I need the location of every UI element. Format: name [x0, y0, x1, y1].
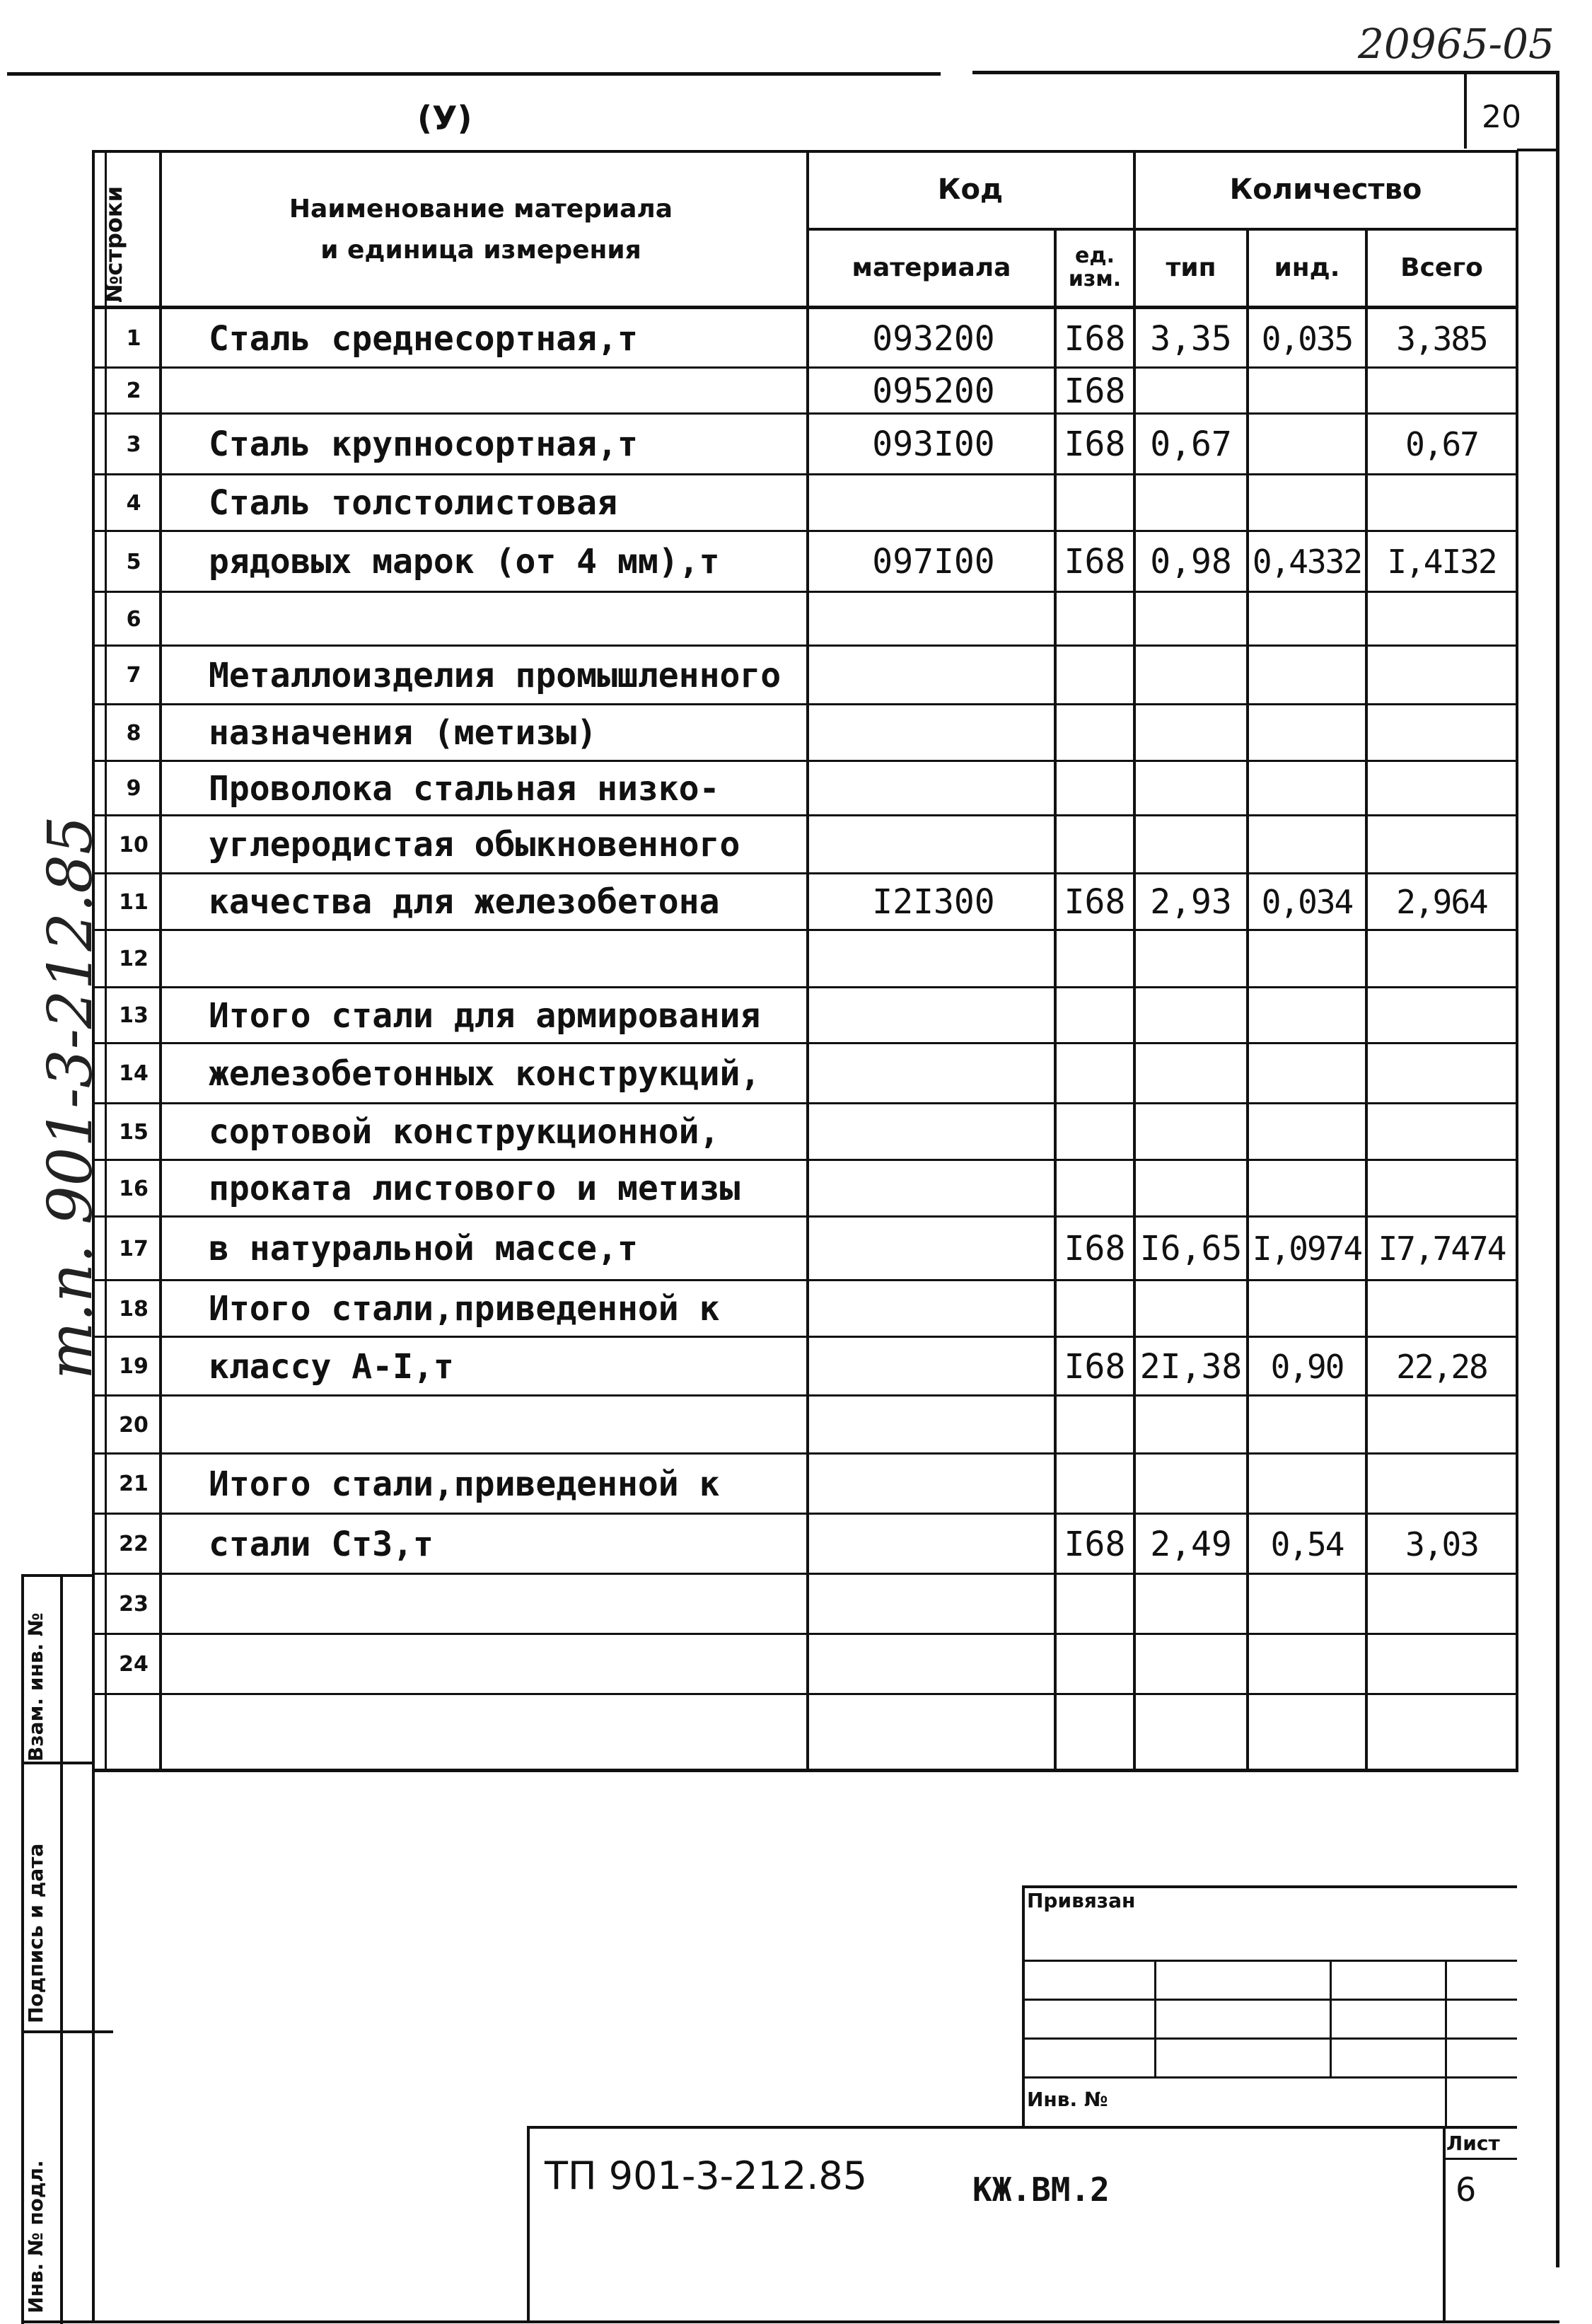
row-unit-cell — [1057, 1104, 1133, 1160]
row-total-cell — [1368, 368, 1516, 414]
row-name-cell: Металлоизделия промышленного — [209, 655, 782, 695]
row-type-cell — [1136, 1280, 1246, 1337]
row-code-cell — [813, 1217, 1054, 1280]
row-code-cell — [813, 1104, 1054, 1160]
row-type-cell — [1136, 816, 1246, 874]
row-n-cell: 20 — [119, 1412, 149, 1438]
row-total-cell — [1368, 1104, 1516, 1160]
row-code-cell — [813, 475, 1054, 531]
row-n-cell: 10 — [119, 832, 149, 857]
row-ind-cell — [1249, 414, 1365, 475]
row-n-cell: 1 — [126, 326, 141, 351]
row-n-cell: 17 — [119, 1236, 149, 1261]
row-name-cell: рядовых марок (от 4 мм),т — [209, 542, 720, 582]
header-qty-ind: инд. — [1274, 253, 1340, 282]
row-unit-cell — [1057, 930, 1133, 988]
row-type-cell — [1136, 646, 1246, 705]
row-n-cell: 5 — [126, 549, 141, 574]
row-ind-cell — [1249, 930, 1365, 988]
row-unit-cell — [1057, 1280, 1133, 1337]
row-name-cell: назначения (метизы) — [209, 713, 598, 753]
row-total-cell: 22,28 — [1396, 1347, 1487, 1386]
row-unit-cell — [1057, 761, 1133, 816]
row-code-cell: 095200 — [872, 371, 995, 411]
row-unit-cell: I68 — [1064, 882, 1126, 922]
row-code-cell — [813, 592, 1054, 646]
row-name-cell: в натуральной массе,т — [209, 1229, 638, 1268]
row-code-cell — [813, 988, 1054, 1044]
row-code-cell: 097I00 — [872, 542, 995, 582]
row-total-cell: 0,67 — [1405, 425, 1478, 463]
header-mark: (У) — [417, 99, 472, 137]
row-total-cell — [1368, 1574, 1516, 1634]
row-name-cell: качества для железобетона — [209, 882, 720, 922]
row-n-cell: 16 — [119, 1176, 149, 1201]
row-name-cell: Итого стали,приведенной к — [209, 1464, 720, 1504]
row-ind-cell — [1249, 1396, 1365, 1454]
row-ind-cell: 0,54 — [1270, 1525, 1344, 1563]
row-type-cell — [1136, 705, 1246, 761]
row-total-cell: I,4I32 — [1387, 543, 1497, 581]
row-n-cell: 13 — [119, 1003, 149, 1028]
row-name-cell — [209, 592, 803, 646]
row-type-cell: 2I,38 — [1139, 1346, 1243, 1387]
row-n-cell: 2 — [126, 378, 141, 403]
frame-right-cap — [1517, 149, 1559, 151]
row-type-cell — [1136, 988, 1246, 1044]
sheet-number: 6 — [1456, 2170, 1477, 2209]
row-unit-cell: I68 — [1064, 1346, 1126, 1387]
row-n-cell: 22 — [119, 1532, 149, 1556]
row-ind-cell: 0,4332 — [1252, 543, 1362, 581]
row-type-cell — [1136, 1396, 1246, 1454]
header-code: Код — [937, 173, 1004, 206]
row-n-cell: 19 — [119, 1354, 149, 1379]
row-name-cell: углеродистая обыкновенного — [209, 825, 740, 865]
row-unit-cell — [1057, 1160, 1133, 1217]
row-total-cell — [1368, 988, 1516, 1044]
header-quantity: Количество — [1229, 173, 1422, 206]
row-total-cell — [1368, 646, 1516, 705]
row-n-cell: 15 — [119, 1119, 149, 1145]
row-name-cell: проката листового и метизы — [209, 1169, 740, 1208]
row-total-cell — [1368, 1396, 1516, 1454]
row-n-cell: 7 — [126, 663, 141, 688]
row-total-cell — [1368, 705, 1516, 761]
row-ind-cell: 0,035 — [1261, 319, 1353, 358]
row-type-cell — [1136, 761, 1246, 816]
row-code-cell — [813, 1454, 1054, 1514]
row-code-cell — [813, 1396, 1054, 1454]
row-total-cell — [1368, 761, 1516, 816]
row-type-cell: 0,67 — [1150, 424, 1232, 464]
row-unit-cell — [1057, 1044, 1133, 1104]
row-code-cell — [813, 761, 1054, 816]
row-name-cell: Сталь крупносортная,т — [209, 424, 638, 464]
row-n-cell: 11 — [119, 889, 149, 915]
row-ind-cell — [1249, 1044, 1365, 1104]
row-n-cell: 9 — [126, 776, 141, 801]
row-code-cell: I2I300 — [872, 882, 995, 922]
doc-mark: КЖ.ВМ.2 — [972, 2170, 1110, 2209]
row-name-cell — [209, 368, 803, 414]
row-total-cell: I7,7474 — [1378, 1230, 1506, 1268]
row-total-cell: 2,964 — [1396, 883, 1487, 921]
row-total-cell — [1368, 1280, 1516, 1337]
header-code-unit: ед. изм. — [1068, 243, 1122, 291]
row-code-cell — [813, 705, 1054, 761]
row-code-cell — [813, 930, 1054, 988]
row-ind-cell — [1249, 1104, 1365, 1160]
side-stamp-mid — [60, 1574, 63, 2324]
row-code-cell — [813, 1634, 1054, 1694]
doc-code: ТП 901-3-212.85 — [545, 2153, 868, 2198]
row-total-cell — [1368, 1160, 1516, 1217]
row-ind-cell — [1249, 1280, 1365, 1337]
row-name-cell — [209, 1634, 803, 1694]
row-unit-cell: I68 — [1064, 1229, 1126, 1268]
row-type-cell — [1136, 1160, 1246, 1217]
row-type-cell — [1136, 1044, 1246, 1104]
row-code-cell — [813, 1160, 1054, 1217]
stamp-inv-podl: Инв. № подл. — [24, 2160, 47, 2313]
row-total-cell — [1368, 1044, 1516, 1104]
inv-no-label: Инв. № — [1027, 2088, 1108, 2111]
row-unit-cell — [1057, 592, 1133, 646]
row-total-cell — [1368, 816, 1516, 874]
row-n-cell: 14 — [119, 1061, 149, 1086]
header-qty-total: Всего — [1400, 253, 1483, 282]
header-name: Наименование материала и единица измерения — [289, 195, 673, 265]
row-ind-cell — [1249, 988, 1365, 1044]
top-rule-right — [972, 71, 1559, 74]
row-n-cell: 8 — [126, 720, 141, 746]
row-type-cell — [1136, 475, 1246, 531]
row-code-cell: 093200 — [872, 318, 995, 359]
stamp-sign-date: Подпись и дата — [24, 1843, 47, 2023]
row-unit-cell — [1057, 475, 1133, 531]
row-type-cell — [1136, 1104, 1246, 1160]
sheet-top-number: 20 — [1482, 99, 1521, 135]
row-n-cell: 21 — [119, 1472, 149, 1496]
top-rule-left — [7, 72, 941, 76]
row-ind-cell — [1249, 761, 1365, 816]
row-ind-cell — [1249, 816, 1365, 874]
row-ind-cell — [1249, 368, 1365, 414]
privyazan-label: Привязан — [1027, 1889, 1136, 1912]
row-code-cell — [813, 1280, 1054, 1337]
row-unit-cell — [1057, 646, 1133, 705]
row-type-cell: 3,35 — [1150, 318, 1232, 359]
row-unit-cell: I68 — [1064, 542, 1126, 582]
sheet-box-left — [1464, 74, 1467, 149]
row-ind-cell: I,0974 — [1252, 1230, 1362, 1268]
row-name-cell: сортовой конструкционной, — [209, 1112, 720, 1152]
row-ind-cell — [1249, 1634, 1365, 1694]
row-name-cell — [209, 930, 803, 988]
row-ind-cell — [1249, 475, 1365, 531]
row-code-cell — [813, 1337, 1054, 1396]
row-n-cell: 23 — [119, 1592, 149, 1617]
row-code-cell — [813, 816, 1054, 874]
row-unit-cell — [1057, 1396, 1133, 1454]
row-n-cell: 12 — [119, 947, 149, 971]
row-ind-cell — [1249, 1160, 1365, 1217]
row-name-cell: Сталь среднесортная,т — [209, 318, 638, 359]
row-total-cell — [1368, 475, 1516, 531]
row-total-cell — [1368, 1634, 1516, 1694]
row-unit-cell: I68 — [1064, 424, 1126, 464]
archive-number: 20965-05 — [1358, 20, 1555, 68]
header-qty-type: тип — [1166, 253, 1216, 282]
row-type-cell: 2,93 — [1150, 882, 1232, 922]
row-type-cell — [1136, 1634, 1246, 1694]
row-type-cell — [1136, 368, 1246, 414]
row-n-cell: 3 — [126, 432, 141, 457]
row-n-cell: 6 — [126, 606, 141, 632]
row-type-cell — [1136, 1454, 1246, 1514]
row-total-cell: 3,03 — [1405, 1525, 1478, 1563]
row-name-cell — [209, 1396, 803, 1454]
row-name-cell: Сталь толстолистовая — [209, 483, 617, 523]
row-code-cell — [813, 646, 1054, 705]
row-unit-cell — [1057, 705, 1133, 761]
row-ind-cell: 0,034 — [1261, 883, 1353, 921]
row-type-cell: I6,65 — [1139, 1229, 1243, 1268]
row-type-cell: 2,49 — [1150, 1524, 1232, 1564]
row-type-cell — [1136, 930, 1246, 988]
row-unit-cell: I68 — [1064, 318, 1126, 359]
row-n-cell: 4 — [126, 490, 141, 516]
row-ind-cell — [1249, 1454, 1365, 1514]
stamp-inv-vzam: Взам. инв. № — [24, 1612, 47, 1762]
row-total-cell: 3,385 — [1396, 319, 1487, 358]
row-type-cell: 0,98 — [1150, 542, 1232, 582]
row-name-cell: Итого стали для армирования — [209, 995, 761, 1036]
sheet-label: Лист — [1446, 2131, 1500, 2155]
row-type-cell — [1136, 592, 1246, 646]
row-unit-cell — [1057, 988, 1133, 1044]
row-ind-cell: 0,90 — [1270, 1347, 1344, 1386]
frame-right — [1556, 74, 1559, 2267]
row-name-cell: стали Ст3,т — [209, 1524, 434, 1564]
row-total-cell — [1368, 1454, 1516, 1514]
row-ind-cell — [1249, 705, 1365, 761]
row-total-cell — [1368, 930, 1516, 988]
row-unit-cell: I68 — [1064, 1524, 1126, 1564]
row-unit-cell — [1057, 1454, 1133, 1514]
header-row-no: №строки — [100, 185, 127, 303]
row-unit-cell: I68 — [1064, 371, 1126, 411]
row-unit-cell — [1057, 816, 1133, 874]
header-code-material: материала — [852, 253, 1011, 282]
row-ind-cell — [1249, 646, 1365, 705]
row-n-cell: 18 — [119, 1296, 149, 1322]
row-name-cell: классу А-I,т — [209, 1346, 454, 1387]
row-name-cell: железобетонных конструкций, — [209, 1053, 761, 1094]
row-code-cell — [813, 1044, 1054, 1104]
row-name-cell — [209, 1574, 803, 1634]
side-handwritten-code: т.п. 901-3-212.85 — [35, 816, 106, 1380]
row-code-cell — [813, 1574, 1054, 1634]
row-code-cell: 093I00 — [872, 424, 995, 464]
row-unit-cell — [1057, 1574, 1133, 1634]
row-n-cell: 24 — [119, 1652, 149, 1677]
row-total-cell — [1368, 592, 1516, 646]
row-unit-cell — [1057, 1634, 1133, 1694]
row-code-cell — [813, 1514, 1054, 1574]
row-type-cell — [1136, 1574, 1246, 1634]
row-ind-cell — [1249, 592, 1365, 646]
row-name-cell: Итого стали,приведенной к — [209, 1289, 720, 1329]
row-ind-cell — [1249, 1574, 1365, 1634]
row-name-cell: Проволока стальная низко- — [209, 768, 720, 809]
